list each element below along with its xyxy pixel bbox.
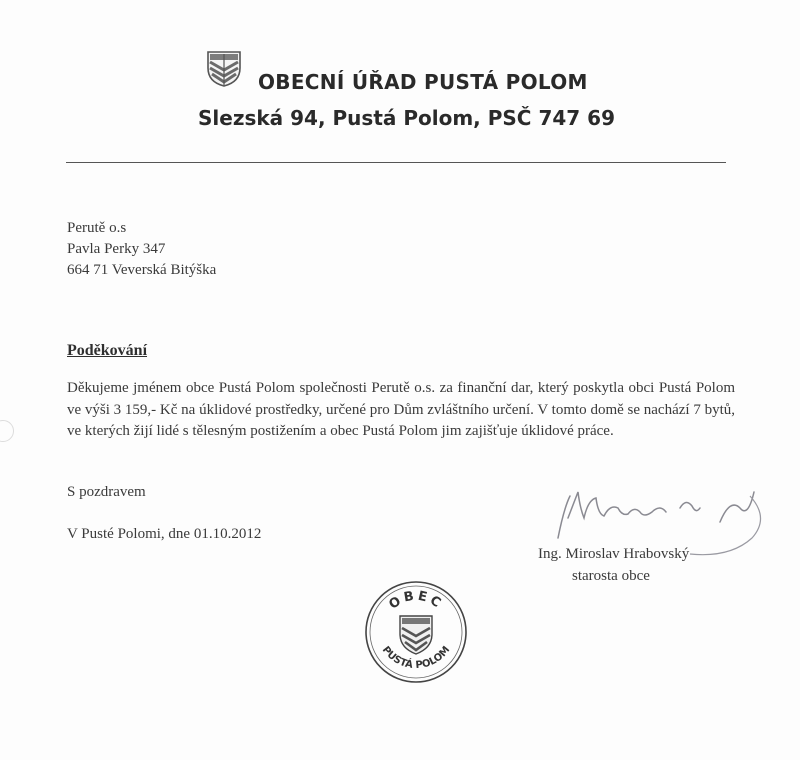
- signer-name: Ing. Miroslav Hrabovský: [538, 546, 690, 562]
- place-and-date: V Pusté Polomi, dne 01.10.2012: [67, 526, 262, 542]
- recipient-line-2: Pavla Perky 347: [67, 241, 166, 257]
- stamp-bottom-text: PUSTÁ POLOM: [379, 644, 453, 672]
- stamp-top-text: OBEC: [386, 588, 446, 613]
- office-address: Slezská 94, Pustá Polom, PSČ 747 69: [198, 106, 615, 130]
- round-stamp-icon: [362, 578, 470, 686]
- letter-greeting: S pozdravem: [67, 484, 146, 500]
- header-divider: [66, 162, 726, 163]
- recipient-address: [67, 218, 216, 281]
- coat-of-arms-icon: [204, 48, 244, 88]
- svg-text:OBEC: [386, 589, 445, 613]
- recipient-line-1: Perutě o.s: [67, 220, 127, 236]
- recipient-line-3: 664 71 Veverská Bitýška: [67, 262, 217, 278]
- office-name: OBECNÍ ÚŘAD PUSTÁ POLOM: [258, 70, 588, 94]
- letter-body: Děkujeme jménem obce Pustá Polom společnosti Perutě o.s. za finanční dar, který poskytla obci Pustá Polom ve výši 3 159,- Kč na úklidové prostředky, určené pro Dům zvláštního určení. V tomto domě se nachází 7 bytů, ve kterých žijí lidé s tělesným postižením a obec Pustá Polom jim zajišťuje úklidové práce.: [67, 380, 735, 439]
- letter-subject: Poděkování: [67, 342, 148, 359]
- signer-title: starosta obce: [572, 568, 650, 584]
- punch-hole-mark: [0, 420, 14, 442]
